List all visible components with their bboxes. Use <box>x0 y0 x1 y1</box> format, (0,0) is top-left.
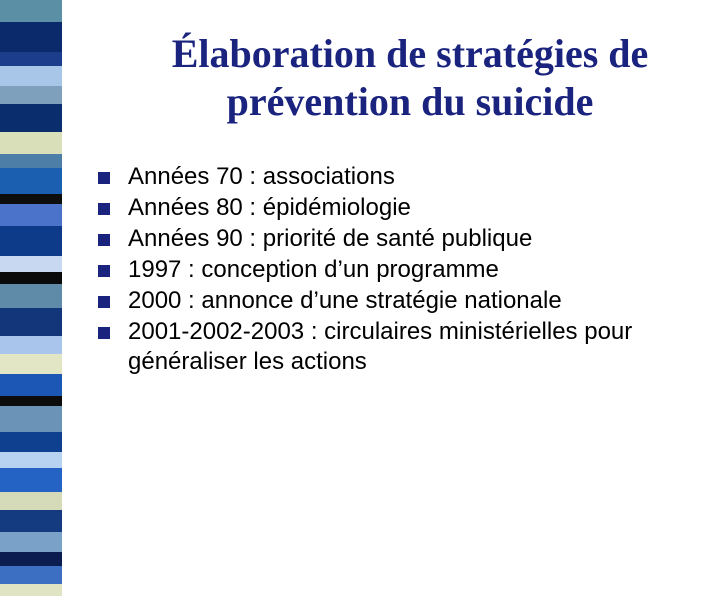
stripe-segment <box>0 552 62 566</box>
stripe-segment <box>0 272 62 284</box>
square-bullet-icon <box>98 234 110 246</box>
decorative-stripe <box>0 0 62 540</box>
bullet-item <box>98 162 708 192</box>
stripe-segment <box>0 194 62 204</box>
bullet-text: 2000 : annonce d’une stratégie nationale <box>128 287 562 314</box>
slide-title-line-2: prévention du suicide <box>226 79 594 124</box>
bullet-text: Années 80 : épidémiologie <box>128 194 411 221</box>
bullet-text: Années 70 : associations <box>128 163 395 190</box>
slide-title-line-1: Élaboration de stratégies de <box>171 31 649 76</box>
stripe-segment <box>0 168 62 194</box>
stripe-segment <box>0 308 62 336</box>
stripe-segment <box>0 132 62 154</box>
stripe-segment <box>0 432 62 452</box>
stripe-segment <box>0 492 62 510</box>
bullet-item <box>98 193 708 223</box>
bullet-text: Années 90 : priorité de santé publique <box>128 225 533 252</box>
stripe-segment <box>0 336 62 354</box>
square-bullet-icon <box>98 327 110 339</box>
bullet-item <box>98 286 708 316</box>
stripe-segment <box>0 468 62 492</box>
stripe-segment <box>0 86 62 104</box>
stripe-segment <box>0 226 62 256</box>
stripe-segment <box>0 256 62 272</box>
bullet-item <box>98 224 708 254</box>
stripe-segment <box>0 452 62 468</box>
stripe-segment <box>0 204 62 226</box>
stripe-segment <box>0 396 62 406</box>
bullet-item <box>98 255 708 285</box>
stripe-segment <box>0 584 62 596</box>
stripe-segment <box>0 284 62 308</box>
square-bullet-icon <box>98 265 110 277</box>
square-bullet-icon <box>98 296 110 308</box>
stripe-segment <box>0 66 62 86</box>
stripe-segment <box>0 154 62 168</box>
bullet-text: 1997 : conception d’un programme <box>128 256 499 283</box>
stripe-segment <box>0 374 62 396</box>
stripe-segment <box>0 406 62 432</box>
square-bullet-icon <box>98 172 110 184</box>
stripe-segment <box>0 354 62 374</box>
stripe-segment <box>0 22 62 52</box>
bullet-item <box>98 317 708 377</box>
bullet-list <box>98 162 708 378</box>
stripe-segment <box>0 52 62 66</box>
square-bullet-icon <box>98 203 110 215</box>
stripe-segment <box>0 510 62 532</box>
stripe-segment <box>0 532 62 552</box>
stripe-segment <box>0 104 62 132</box>
stripe-segment <box>0 0 62 22</box>
stripe-segment <box>0 566 62 584</box>
bullet-text: 2001-2002-2003 : circulaires ministérielles pour généraliser les actions <box>128 318 633 375</box>
slide-title <box>110 30 710 126</box>
